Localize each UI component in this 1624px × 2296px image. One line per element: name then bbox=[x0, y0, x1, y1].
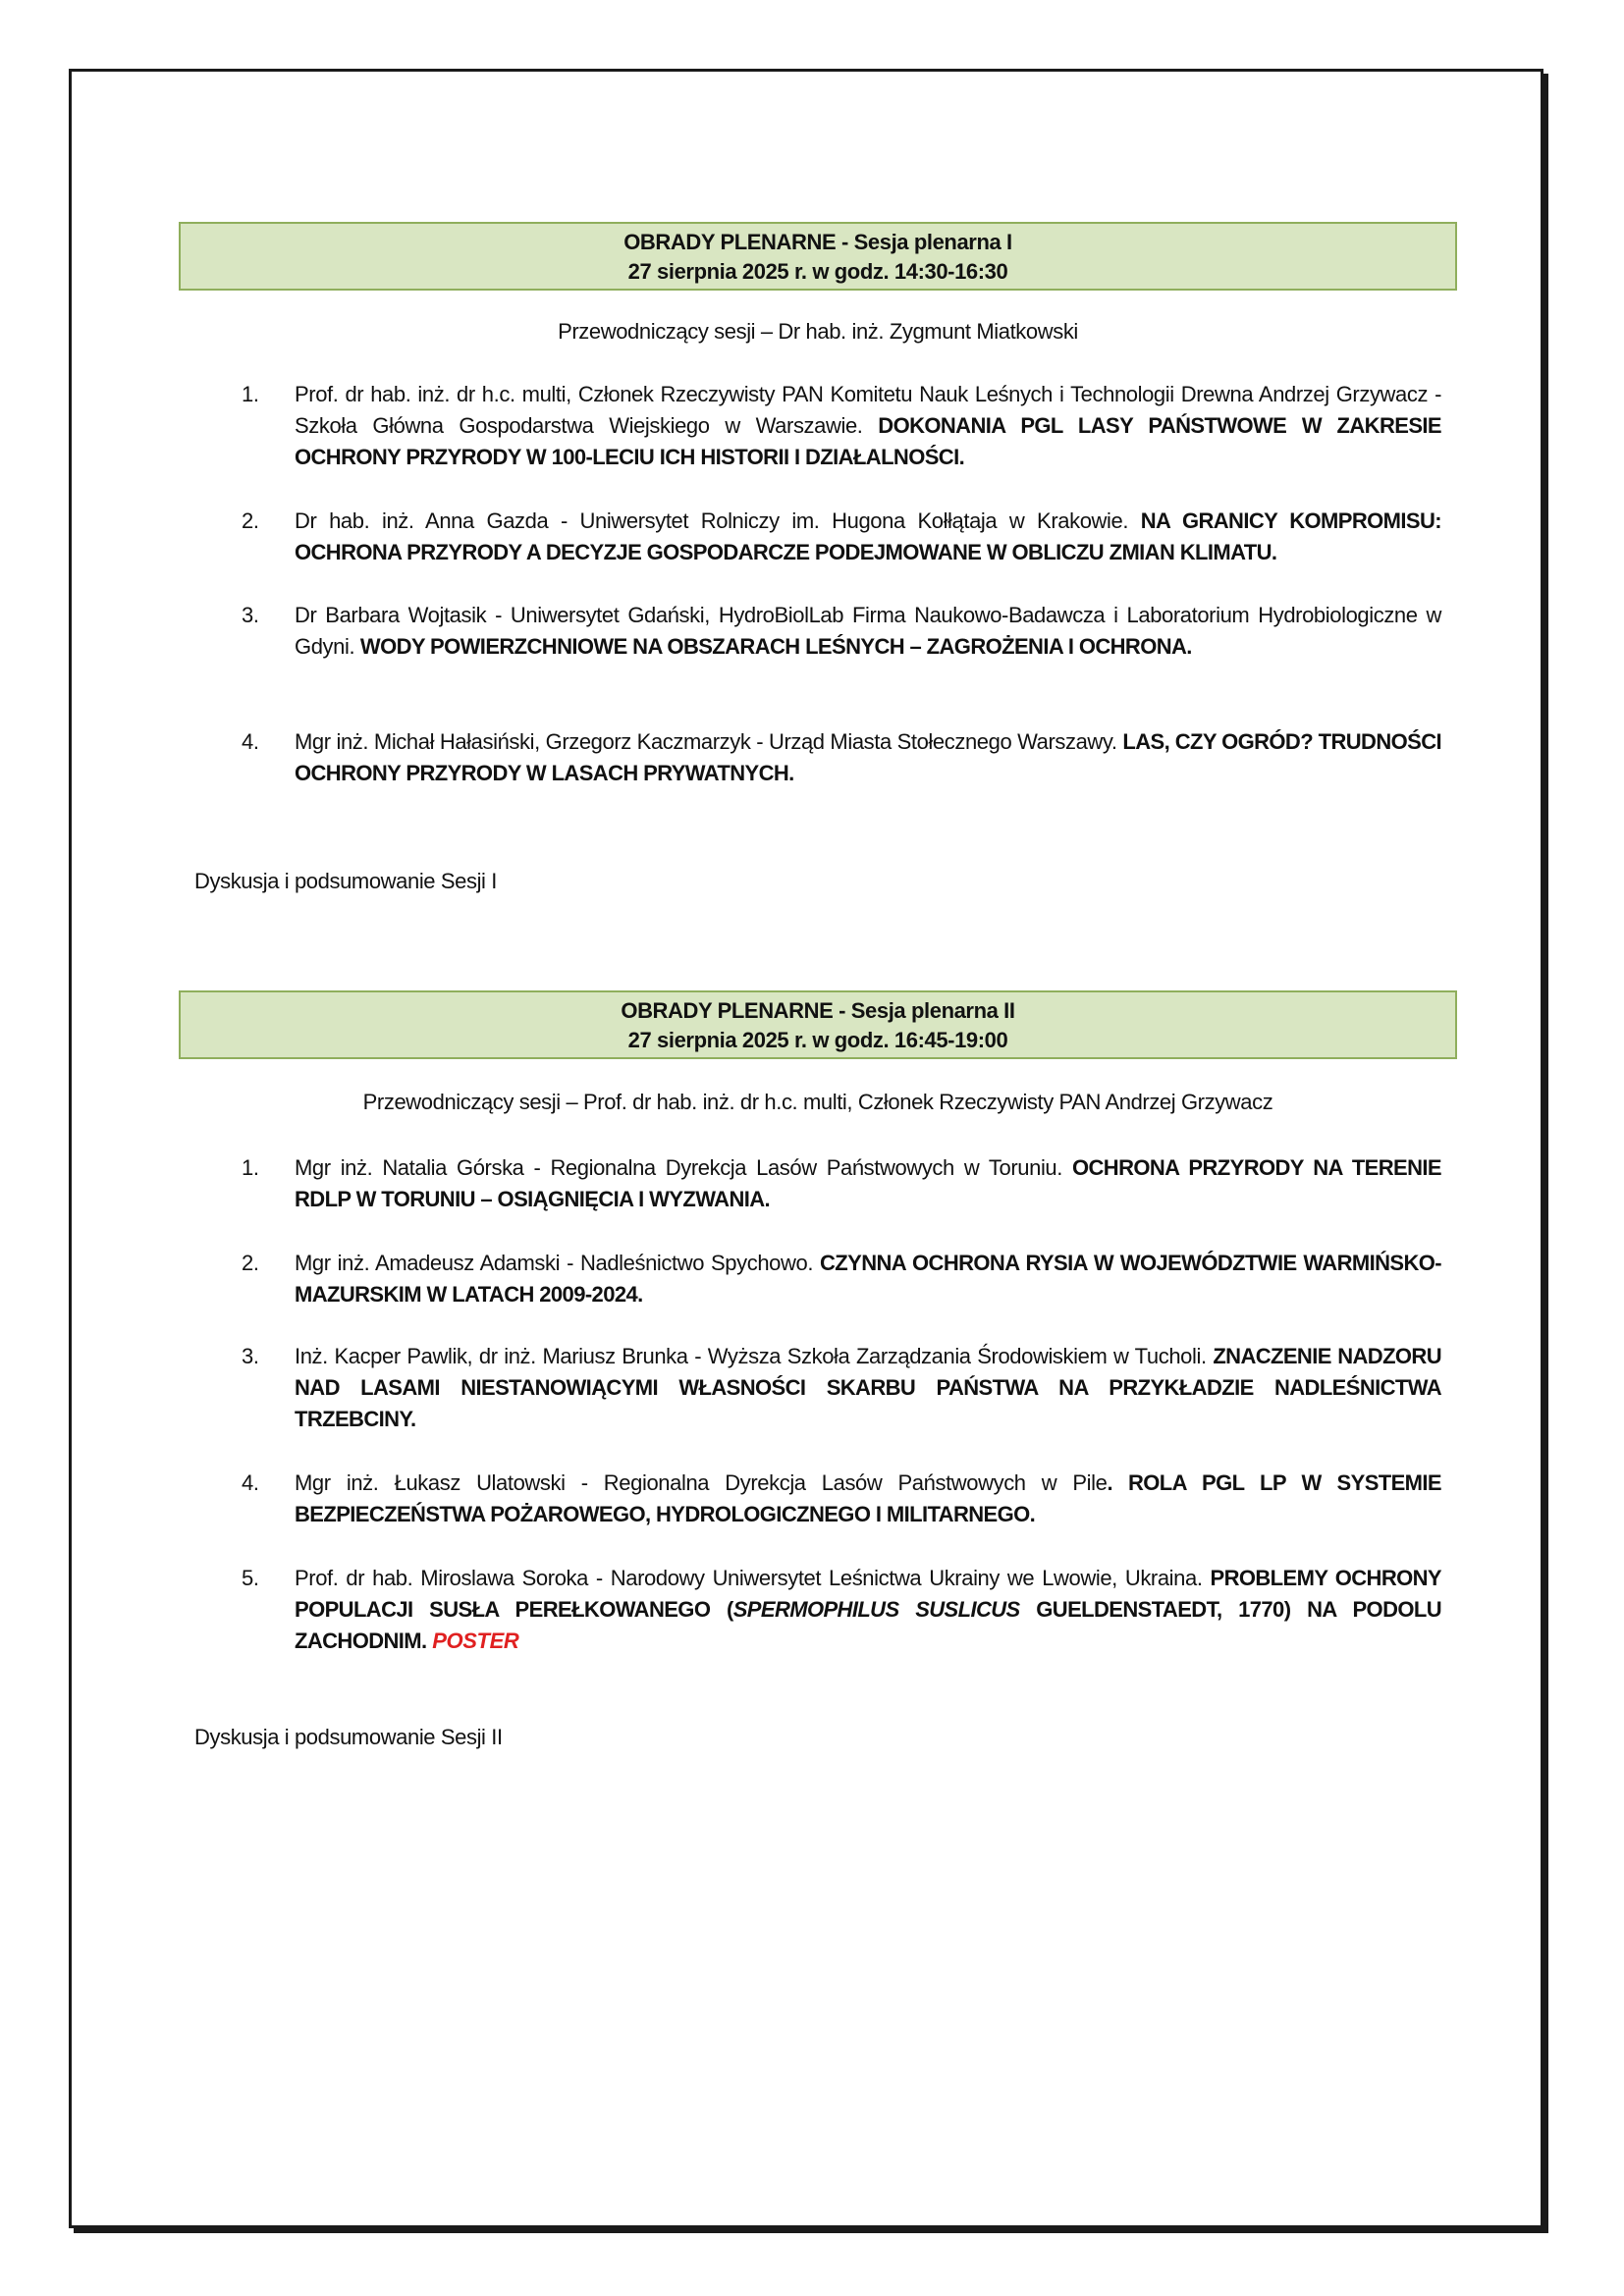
session-1-title: OBRADY PLENARNE - Sesja plenarna I bbox=[623, 230, 1012, 254]
talk-title-species: SPERMOPHILUS SUSLICUS bbox=[732, 1597, 1020, 1622]
talk-authors: Mgr inż. Łukasz Ulatowski - Regionalna Dyrekcja Lasów Państwowych w Pile bbox=[295, 1470, 1108, 1495]
session-1-talk-4 bbox=[242, 726, 1441, 789]
talk-number: 1. bbox=[242, 1155, 259, 1180]
session-2-header bbox=[179, 990, 1457, 1059]
talk-authors: Prof. dr hab. inż. dr h.c. multi, Członek Rzeczywisty PAN Komitetu Nauk Leśnych i Technologii Drewna Andrzej Grzywacz - Szkoła Główna Gospodarstwa Wiejskiego w Warszawie. bbox=[295, 382, 1441, 438]
talk-title: DOKONANIA PGL LASY PAŃSTWOWE W ZAKRESIE OCHRONY PRZYRODY W 100-LECIU ICH HISTORII I DZIAŁALNOŚCI. bbox=[295, 413, 1441, 469]
talk-title: ZNACZENIE NADZORU NAD LASAMI NIESTANOWIĄCYMI WŁASNOŚCI SKARBU PAŃSTWA NA PRZYKŁADZIE NADLEŚNICTWA TRZEBCINY. bbox=[295, 1344, 1441, 1431]
talk-title: CZYNNA OCHRONA RYSIA W WOJEWÓDZTWIE WARMIŃSKO-MAZURSKIM W LATACH 2009-2024. bbox=[295, 1251, 1441, 1307]
talk-authors: Mgr inż. Michał Hałasiński, Grzegorz Kaczmarzyk - Urząd Miasta Stołecznego Warszawy. bbox=[295, 729, 1123, 754]
talk-title-post: GUELDENSTAEDT, 1770) NA PODOLU ZACHODNIM. bbox=[295, 1597, 1441, 1653]
session-2-talk-3 bbox=[242, 1341, 1441, 1435]
talk-number: 3. bbox=[242, 1344, 259, 1368]
talk-authors: Mgr inż. Natalia Górska - Regionalna Dyrekcja Lasów Państwowych w Toruniu. bbox=[295, 1155, 1072, 1180]
talk-number: 1. bbox=[242, 382, 259, 406]
session-2-discussion: Dyskusja i podsumowanie Sesji II bbox=[194, 1725, 503, 1749]
talk-number: 2. bbox=[242, 508, 259, 533]
talk-title: . ROLA PGL LP W SYSTEMIE BEZPIECZEŃSTWA POŻAROWEGO, HYDROLOGICZNEGO I MILITARNEGO. bbox=[295, 1470, 1441, 1526]
talk-number: 3. bbox=[242, 603, 259, 627]
talk-title: NA GRANICY KOMPROMISU: OCHRONA PRZYRODY A DECYZJE GOSPODARCZE PODEJMOWANE W OBLICZU ZMIAN KLIMATU. bbox=[295, 508, 1441, 564]
session-1-talk-2 bbox=[242, 506, 1441, 568]
session-2-title: OBRADY PLENARNE - Sesja plenarna II bbox=[621, 998, 1015, 1023]
session-2-talk-2 bbox=[242, 1248, 1441, 1310]
session-1-chair: Przewodniczący sesji – Dr hab. inż. Zygmunt Miatkowski bbox=[558, 319, 1078, 344]
session-1-header bbox=[179, 222, 1457, 291]
talk-number: 2. bbox=[242, 1251, 259, 1275]
session-2-talk-1 bbox=[242, 1152, 1441, 1215]
talk-number: 5. bbox=[242, 1566, 259, 1590]
talk-authors: Dr Barbara Wojtasik - Uniwersytet Gdański, HydroBiolLab Firma Naukowo-Badawcza i Laboratorium Hydrobiologiczne w Gdyni. bbox=[295, 603, 1441, 659]
talk-authors: Inż. Kacper Pawlik, dr inż. Mariusz Brunka - Wyższa Szkoła Zarządzania Środowiskiem w Tucholi. bbox=[295, 1344, 1214, 1368]
session-2-chair: Przewodniczący sesji – Prof. dr hab. inż. dr h.c. multi, Członek Rzeczywisty PAN Andrzej Grzywacz bbox=[362, 1090, 1273, 1114]
talk-title: OCHRONA PRZYRODY NA TERENIE RDLP W TORUNIU – OSIĄGNIĘCIA I WYZWANIA. bbox=[295, 1155, 1441, 1211]
talk-title-pre: PROBLEMY OCHRONY POPULACJI SUSŁA PEREŁKOWANEGO ( bbox=[295, 1566, 1441, 1622]
talk-number: 4. bbox=[242, 1470, 259, 1495]
talk-authors: Mgr inż. Amadeusz Adamski - Nadleśnictwo Spychowo. bbox=[295, 1251, 821, 1275]
session-1-talk-1 bbox=[242, 379, 1441, 473]
talk-authors: Dr hab. inż. Anna Gazda - Uniwersytet Rolniczy im. Hugona Kołłątaja w Krakowie. bbox=[295, 508, 1141, 533]
session-2-date: 27 sierpnia 2025 r. w godz. 16:45-19:00 bbox=[627, 1028, 1008, 1052]
session-2-talk-4 bbox=[242, 1468, 1441, 1530]
talk-title: WODY POWIERZCHNIOWE NA OBSZARACH LEŚNYCH – ZAGROŻENIA I OCHRONA. bbox=[359, 634, 1192, 659]
session-1-discussion: Dyskusja i podsumowanie Sesji I bbox=[194, 869, 497, 893]
poster-badge: POSTER bbox=[432, 1629, 519, 1653]
session-1-date: 27 sierpnia 2025 r. w godz. 14:30-16:30 bbox=[627, 259, 1008, 284]
talk-authors: Prof. dr hab. Miroslawa Soroka - Narodowy Uniwersytet Leśnictwa Ukrainy we Lwowie, Ukraina. bbox=[295, 1566, 1211, 1590]
session-2-talk-5 bbox=[242, 1563, 1441, 1657]
talk-number: 4. bbox=[242, 729, 259, 754]
talk-title: LAS, CZY OGRÓD? TRUDNOŚCI OCHRONY PRZYRODY W LASACH PRYWATNYCH. bbox=[295, 729, 1441, 785]
session-1-talk-3 bbox=[242, 600, 1441, 663]
